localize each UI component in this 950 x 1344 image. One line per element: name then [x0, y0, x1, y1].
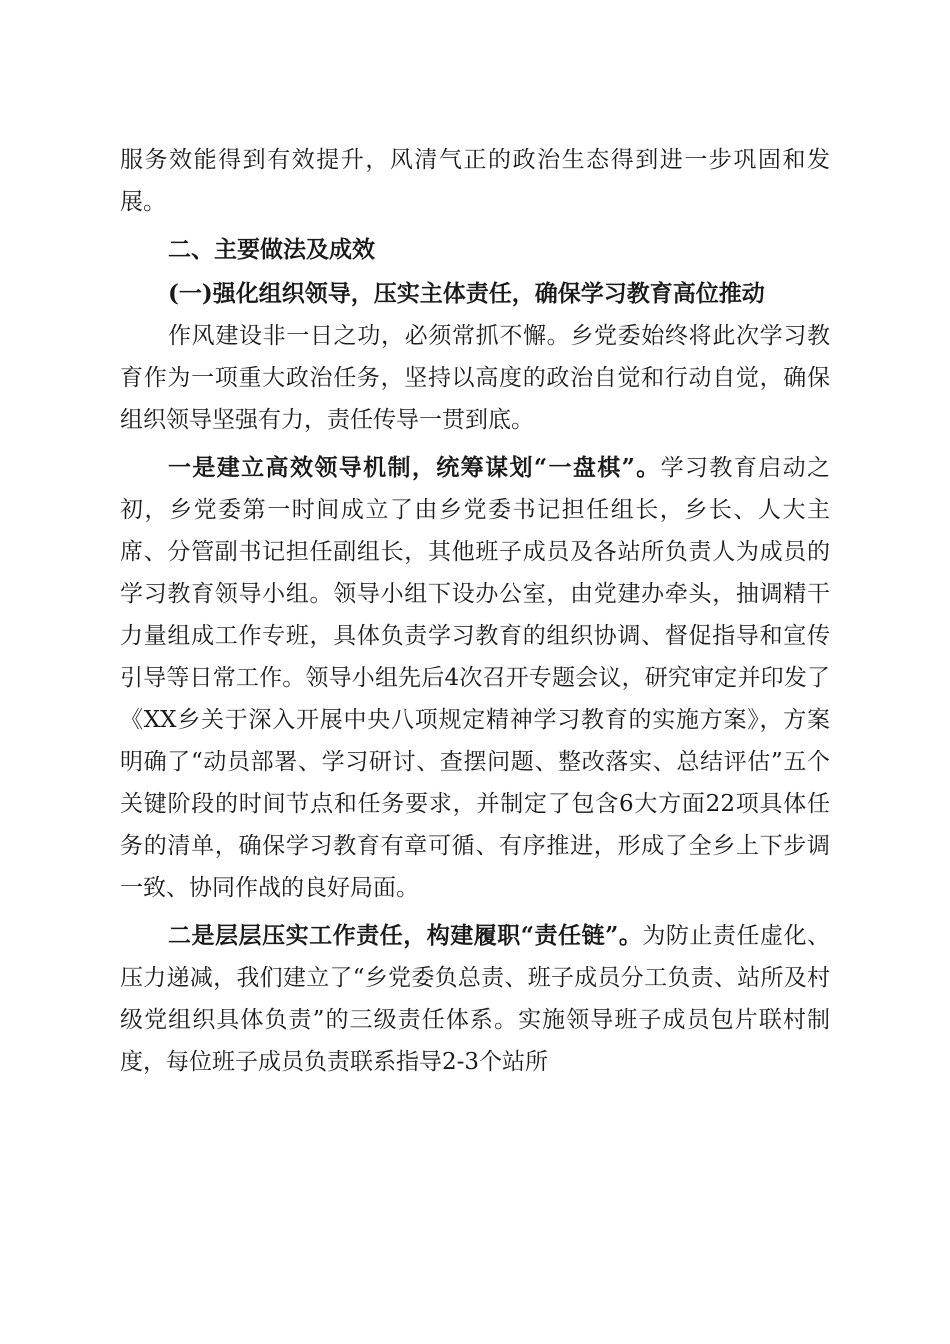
intro-paragraph: 服务效能得到有效提升，风清气正的政治生态得到进一步巩固和发展。 — [120, 147, 830, 215]
document-body — [120, 139, 830, 1083]
subsection-heading: (一)强化组织领导，压实主体责任，确保学习教育高位推动 — [168, 280, 765, 307]
paragraph-3-body: 为防止责任虚化、压力递减，我们建立了“乡党委负总责、班子成员分工负责、站所及村级党组织具体负责”的三级责任体系。实施领导班子成员包片联村制度，每位班子成员负责联系指导2-3个站所 — [120, 923, 830, 1075]
paragraph-2-body: 学习教育启动之初，乡党委第一时间成立了由乡党委书记担任组长，乡长、人大主席、分管副书记担任副组长，其他班子成员及各站所负责人为成员的学习教育领导小组。领导小组下设办公室，由党建办牵头，抽调精干力量组成工作专班，具体负责学习教育的组织协调、督促指导和宣传引导等日常工作。领导小组先后4次召开专题会议，研究审定并印发了《XX乡关于深入开展中央八项规定精神学习教育的实施方案》，方案明确了“动员部署、学习研讨、查摆问题、整改落实、总结评估”五个关键阶段的时间节点和任务要求，并制定了包含6大方面22项具体任务的清单，确保学习教育有章可循、有序推进，形成了全乡上下步调一致、协同作战的良好局面。 — [120, 455, 830, 901]
paragraph-1: 作风建设非一日之功，必须常抓不懈。乡党委始终将此次学习教育作为一项重大政治任务，坚持以高度的政治自觉和行动自觉，确保组织领导坚强有力，责任传导一贯到底。 — [120, 323, 830, 433]
paragraph-3-lead: 二是层层压实工作责任，构建履职“责任链”。 — [168, 922, 643, 949]
section-heading: 二、主要做法及成效 — [168, 237, 375, 263]
paragraph-2 — [120, 447, 830, 909]
paragraph-3 — [120, 915, 830, 1083]
paragraph-2-lead: 一是建立高效领导机制，统筹谋划“一盘棋”。 — [168, 454, 661, 481]
